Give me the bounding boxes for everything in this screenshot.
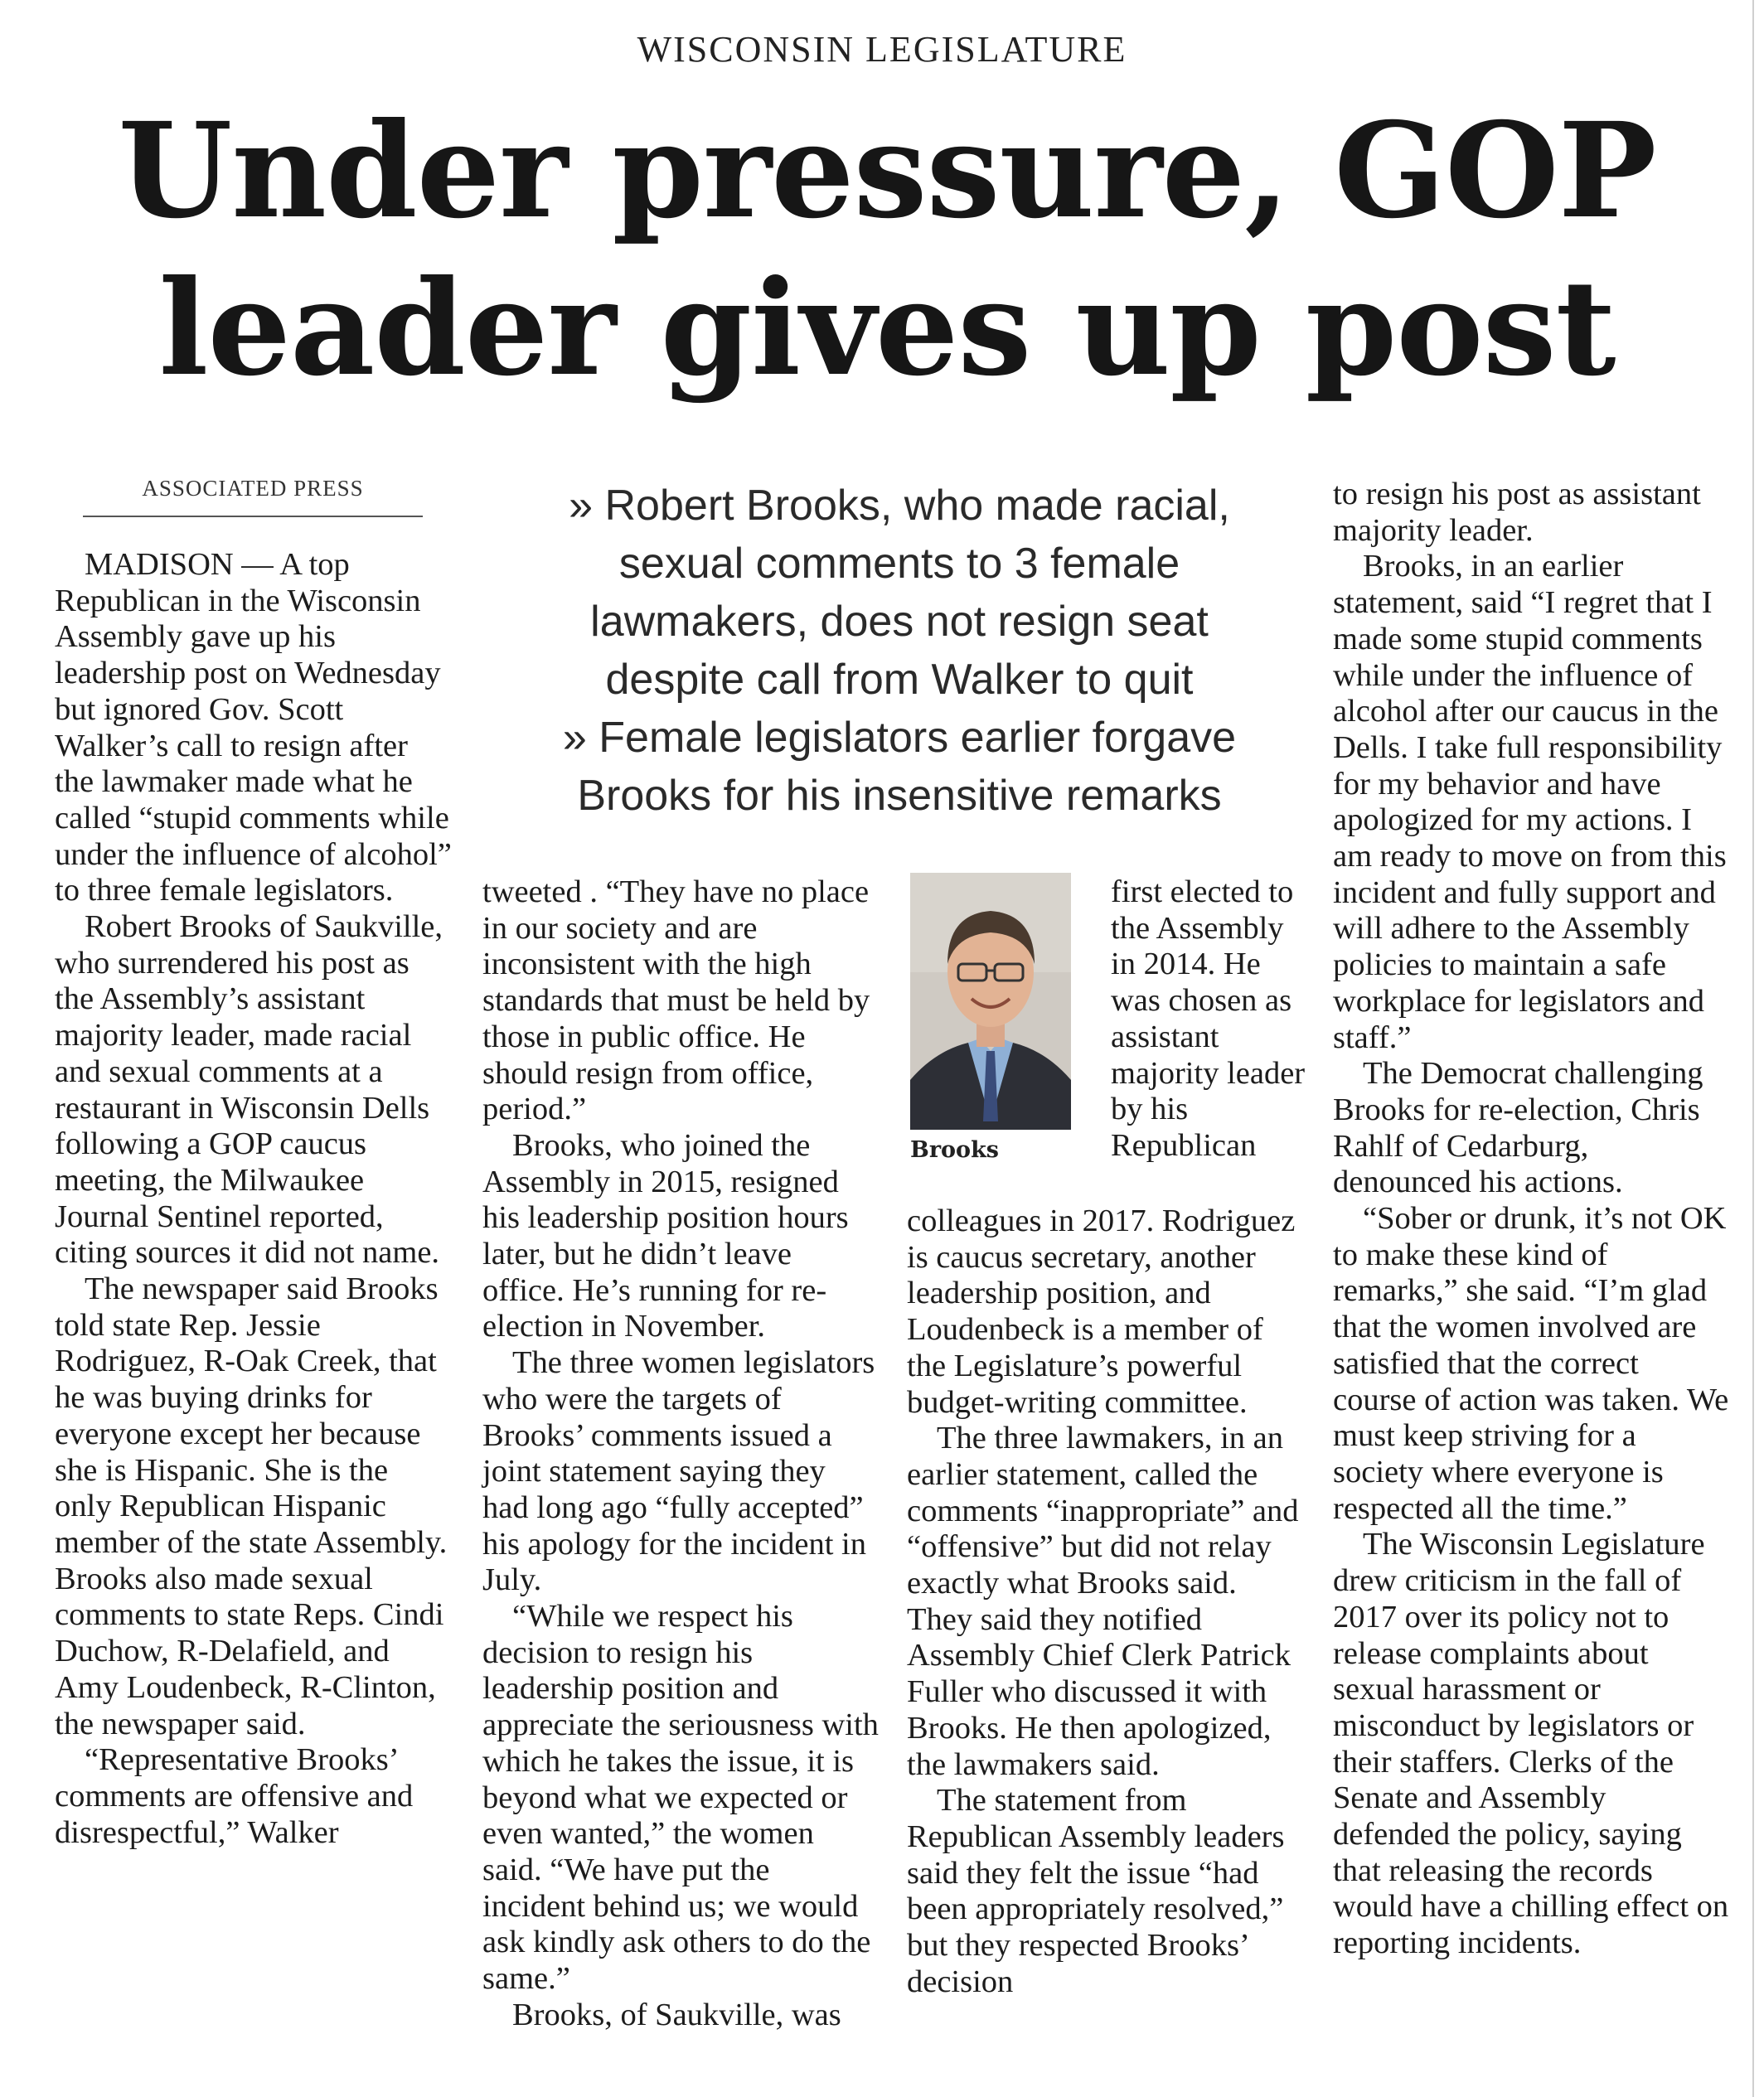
paragraph: Robert Brooks of Saukville, who surrendered his post as the Assembly’s assistant majority leader, made racial and sexual comments at a restaurant in Wisconsin Dells following a GOP caucus meeting, the Milwaukee Journal Sentinel reported, citing sources it did not name. (55, 909, 443, 1271)
paragraph: Brooks, of Saukville, was (512, 1997, 841, 2032)
deck-line-4: despite call from Walker to quit (605, 656, 1194, 704)
article-column-1 (55, 547, 453, 1851)
paragraph: “Sober or drunk, it’s not OK to make these kind of remarks,” she said. “I’m glad that the women involved are satisfied that the correct course of action was taken. We must keep striving for a society where everyone is respected all the time.” (1333, 1201, 1729, 1526)
article-column-2 (482, 874, 879, 2034)
byline: ASSOCIATED PRESS (142, 476, 364, 501)
byline-rule (83, 516, 423, 517)
paragraph: colleagues in 2017. Rodriguez is caucus secretary, another leadership position, and Loudenbeck is a member of the Legislature’s powerful budget-writing committee. (907, 1203, 1296, 1420)
section-kicker: WISCONSIN LEGISLATURE (637, 29, 1127, 70)
article-column-3 (907, 1203, 1303, 2000)
paragraph: Brooks, in an earlier statement, said “I regret that I made some stupid comments while under the influence of alcohol after our caucus in the Dells. I take full responsibility for my behavior and have apologized for my actions. I am ready to move on from this incident and fully support and will adhere to the Assembly policies to maintain a safe workplace for legislators and staff.” (1333, 549, 1727, 1055)
headline-line-1: Under pressure, GOP (118, 94, 1656, 248)
paragraph: “While we respect his decision to resign his leadership position and appreciate the seriousness with which he takes the issue, it is beyond what we expected or even wanted,” the women said. “We have put the incident behind us; we would ask kindly ask others to do the same.” (482, 1599, 879, 1997)
paragraph: The three lawmakers, in an earlier statement, called the comments “inappropriate” and “offensive” but did not relay exactly what Brooks said. They said they notified Assembly Chief Clerk Patrick Fuller who discussed it with Brooks. He then apologized, the lawmakers said. (907, 1421, 1299, 1782)
deck (489, 477, 1310, 825)
headline-line-2: leader gives up post (158, 252, 1616, 405)
paragraph: MADISON — A top Republican in the Wisconsin Assembly gave up his leadership post on Wednesday but ignored Gov. Scott Walker’s call to resign after the lawmaker made what he called “stupid comments while under the influence of alcohol” to three female legislators. (55, 547, 452, 908)
paragraph: The Democrat challenging Brooks for re-election, Chris Rahlf of Cedarburg, denounced his actions. (1333, 1056, 1703, 1200)
deck-line-6: Brooks for his insensitive remarks (577, 772, 1222, 820)
photo-caption: Brooks (910, 1137, 999, 1163)
deck-line-5: » Female legislators earlier forgave (562, 714, 1237, 762)
deck-line-2: sexual comments to 3 female (618, 540, 1180, 588)
article-column-3-wrap (1111, 874, 1310, 1165)
paragraph: The three women legislators who were the targets of Brooks’ comments issued a joint statement saying they had long ago “fully accepted” his apology for the incident in July. (482, 1345, 875, 1598)
paragraph: The Wisconsin Legislature drew criticism in the fall of 2017 over its policy not to release complaints about sexual harassment or misconduct by legislators or their staffers. Clerks of the Senate and Assembly defended the policy, saying that releasing the records would have a chilling effect on reporting incidents. (1333, 1527, 1729, 1961)
paragraph: The statement from Republican Assembly leaders said they felt the issue “had been appropriately resolved,” but they respected Brooks’ decision (907, 1783, 1285, 1999)
paragraph: The newspaper said Brooks told state Rep. Jessie Rodriguez, R-Oak Creek, that he was buying drinks for everyone except her because she is Hispanic. She is the only Republican Hispanic member of the state Assembly. Brooks also made sexual comments to state Reps. Cindi Duchow, R-Delafield, and Amy Loudenbeck, R-Clinton, the newspaper said. (55, 1271, 448, 1741)
paragraph: tweeted . “They have no place in our society and are inconsistent with the high standards that must be held by those in public office. He should resign from office, period.” (482, 874, 870, 1127)
paragraph: to resign his post as assistant majority leader. (1333, 477, 1701, 548)
paragraph: first elected to the Assembly in 2014. He was chosen as assistant majority leader by his Republican (1111, 874, 1306, 1163)
deck-line-1: » Robert Brooks, who made racial, (569, 482, 1230, 530)
brooks-photo (910, 873, 1071, 1130)
paragraph: Brooks, who joined the Assembly in 2015, resigned his leadership position hours later, but he didn’t leave office. He’s running for re-election in November. (482, 1127, 849, 1344)
deck-line-3: lawmakers, does not resign seat (590, 598, 1209, 646)
headline (50, 93, 1724, 408)
article-column-4 (1333, 477, 1729, 1962)
page-edge-rule (1752, 0, 1754, 2097)
paragraph: “Representative Brooks’ comments are offensive and disrespectful,” Walker (55, 1742, 414, 1850)
portrait-illustration (910, 873, 1071, 1130)
